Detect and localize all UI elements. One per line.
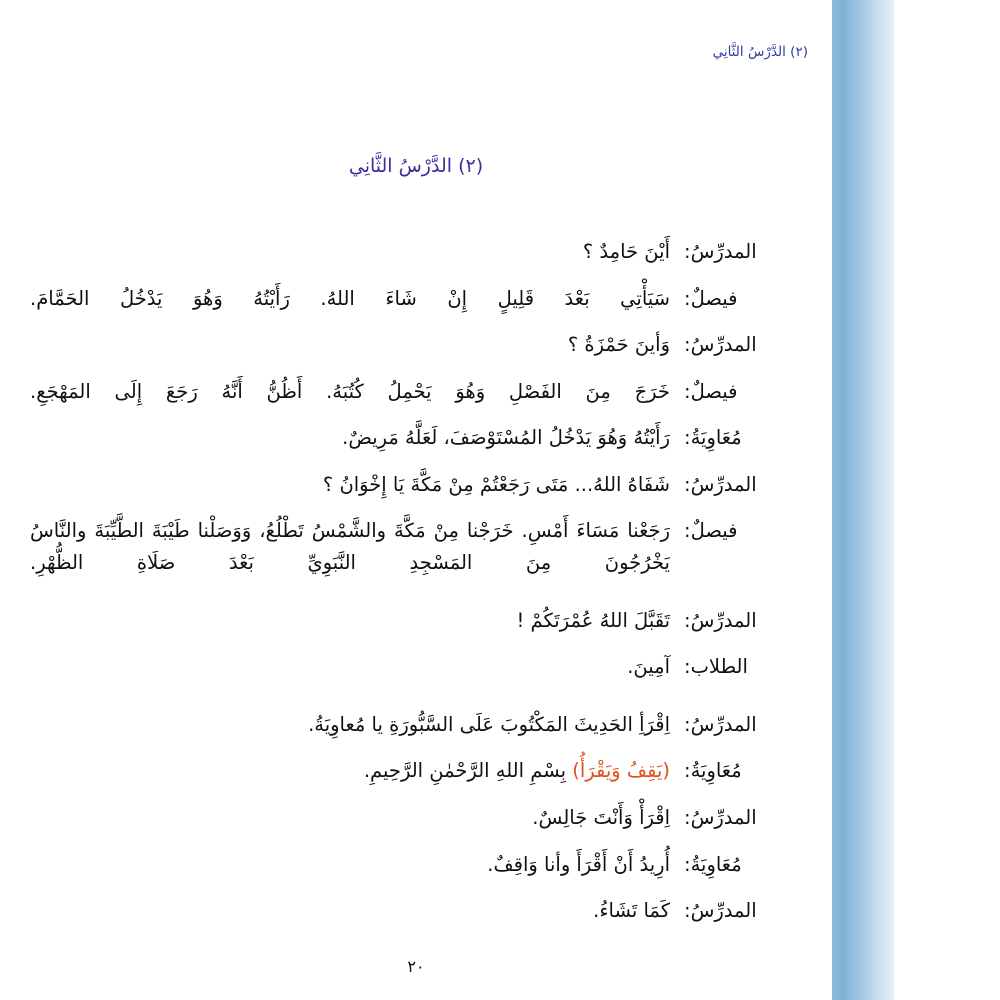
speech-text: خَرَجَ مِنَ الفَصْلِ وَهُوَ يَحْمِلُ كُتُبَهُ. أَظُنُّ أَنَّهُ رَجَعَ إِلَى المَهْجَعِ. bbox=[30, 379, 670, 403]
dialogue-line bbox=[30, 849, 802, 881]
running-head: (٢) الدَّرْسُ الثَّانِي bbox=[712, 44, 808, 60]
speech-text: آمِينَ. bbox=[627, 655, 670, 679]
dialogue-line bbox=[30, 236, 802, 268]
dialogue-line bbox=[30, 709, 802, 741]
dialogue-line bbox=[30, 329, 802, 361]
speaker-label: المدرِّسُ: bbox=[684, 608, 757, 632]
dialogue-line bbox=[30, 895, 802, 927]
page-title: (٢) الدَّرْسُ الثَّانِي bbox=[348, 155, 484, 177]
speech-text: سَيَأْتِي بَعْدَ قَلِيلٍ إِنْ شَاءَ اللهُ. رَأَيْتُهُ وَهُوَ يَدْخُلُ الحَمَّامَ. bbox=[30, 286, 670, 310]
speech-text: كَمَا تَشَاءُ. bbox=[593, 899, 670, 923]
dialogue-line bbox=[30, 651, 802, 683]
dialogue-line bbox=[30, 469, 802, 501]
speaker-label: المدرِّسُ: bbox=[684, 899, 757, 923]
speaker-label: فيصلٌ: bbox=[684, 519, 738, 543]
page-outer-margin bbox=[894, 0, 1000, 1000]
speaker-label: المدرِّسُ: bbox=[684, 472, 757, 496]
speaker-label: المدرِّسُ: bbox=[684, 805, 757, 829]
speaker-label: مُعَاوِيَةُ: bbox=[684, 426, 742, 450]
speech-text: شَفَاهُ اللهُ... مَتَى رَجَعْتُمْ مِنْ مَكَّةَ يَا إِخْوَانُ ؟ bbox=[322, 472, 670, 496]
speech-text: تَقَبَّلَ اللهُ عُمْرَتَكُمْ ! bbox=[516, 608, 670, 632]
dialogue-line-with-stage-direction bbox=[30, 755, 802, 787]
speech-text: اِقْرَأِ الحَدِيثَ المَكْتُوبَ عَلَى السَّبُّورَةِ يا مُعاوِيَةُ. bbox=[308, 712, 670, 736]
speech-text: وَأينَ حَمْزَةُ ؟ bbox=[567, 333, 670, 357]
speech-text: رَأَيْتُهُ وَهُوَ يَدْخُلُ المُسْتَوْصَفَ، لَعَلَّهُ مَرِيضٌ. bbox=[342, 426, 670, 450]
dialogue-line bbox=[30, 422, 802, 454]
book-binding-strip bbox=[832, 0, 894, 1000]
dialogue-line bbox=[30, 605, 802, 637]
speaker-label: المدرِّسُ: bbox=[684, 712, 757, 736]
speaker-label: المدرِّسُ: bbox=[684, 240, 757, 263]
dialogue-line bbox=[30, 376, 802, 408]
speech-text-continued: بِسْمِ اللهِ الرَّحْمٰنِ الرَّحِيمِ. bbox=[363, 759, 573, 783]
page-number: ٢٠ bbox=[407, 957, 425, 976]
dialogue-list bbox=[30, 236, 802, 942]
speaker-label: المدرِّسُ: bbox=[684, 333, 757, 357]
dialogue-line bbox=[30, 515, 802, 578]
dialogue-line bbox=[30, 802, 802, 834]
speech-text: رَجَعْنا مَسَاءَ أَمْسِ. خَرَجْنا مِنْ مَكَّةَ والشَّمْسُ تَطْلُعُ، وَوَصَلْنا طَيْبَةَ الطَّيِّبَةَ والنَّاسُ يَخْرُجُونَ مِنَ المَسْجِدِ النَّبَوِيِّ بَعْدَ صَلَاةِ الظُّهْرِ. bbox=[30, 519, 670, 575]
stage-direction: (يَقِفُ وَيَقْرَأُ) bbox=[572, 759, 670, 783]
speech-text: أُرِيدُ أَنْ أَقْرَأَ وأنا وَاقِفٌ. bbox=[487, 852, 670, 876]
speaker-label: الطلاب: bbox=[684, 655, 748, 679]
speech-text: اِقْرَأْ وَأَنْتَ جَالِسٌ. bbox=[532, 805, 670, 829]
speaker-label: فيصلٌ: bbox=[684, 379, 738, 403]
speaker-label: مُعَاوِيَةُ: bbox=[684, 759, 742, 783]
speech-text: أَيْنَ حَامِدٌ ؟ bbox=[582, 240, 670, 263]
speech-text bbox=[30, 755, 678, 787]
dialogue-line bbox=[30, 283, 802, 315]
speaker-label: مُعَاوِيَةُ: bbox=[684, 852, 742, 876]
speaker-label: فيصلٌ: bbox=[684, 286, 738, 310]
